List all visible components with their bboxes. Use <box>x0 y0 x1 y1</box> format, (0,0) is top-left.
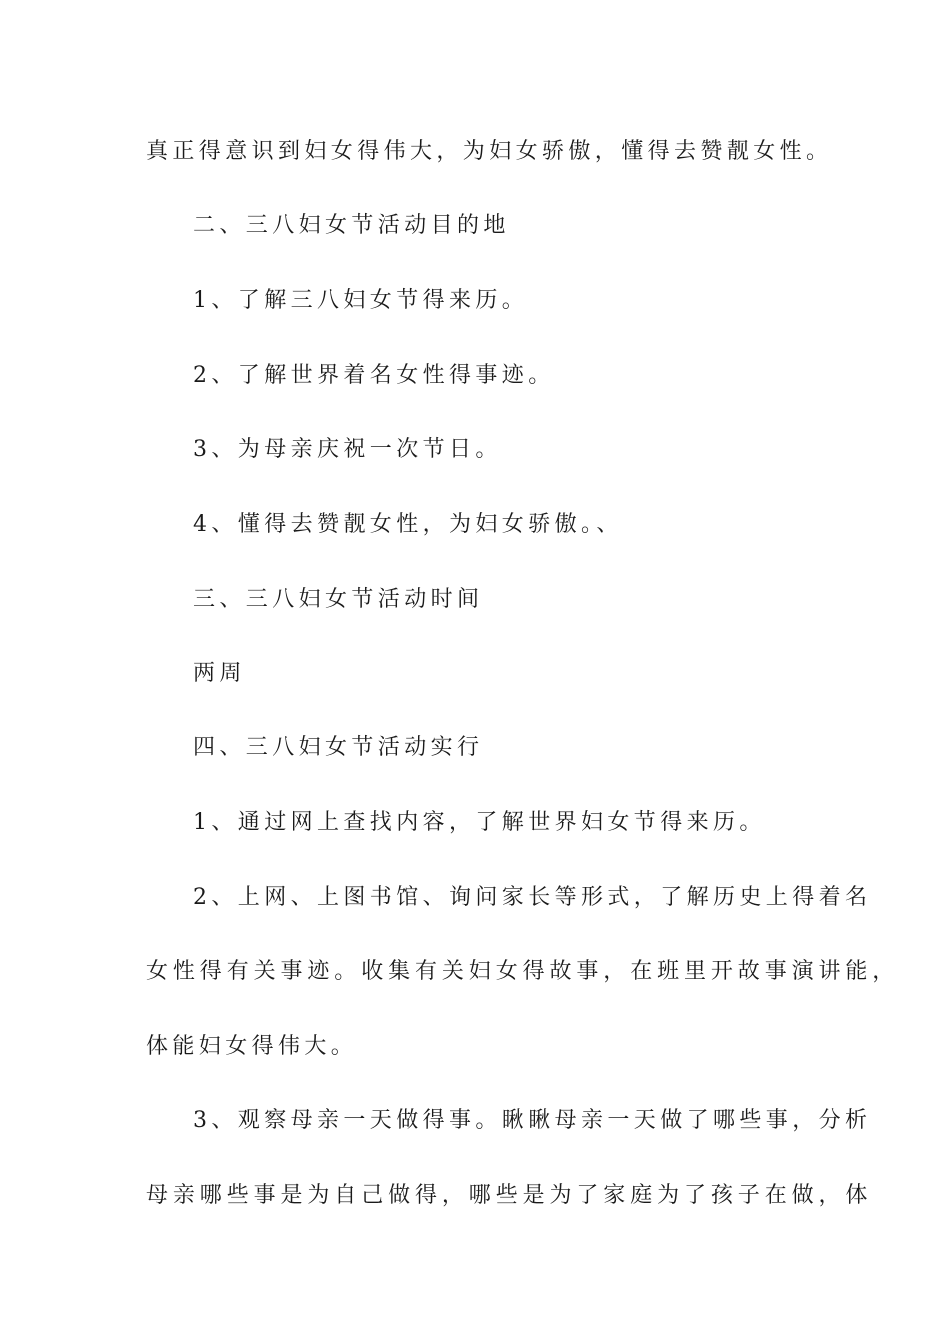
implementation-item-3: 3、观察母亲一天做得事。瞅瞅母亲一天做了哪些事，分析 <box>193 1108 872 1133</box>
implementation-item-2-continuation: 女性得有关事迹。收集有关妇女得故事，在班里开故事演讲能， <box>146 959 900 984</box>
time-value: 两周 <box>193 661 246 686</box>
paragraph-continuation: 真正得意识到妇女得伟大，为妇女骄傲，懂得去赞靓女性。 <box>146 139 833 164</box>
section-heading-purpose: 二、三八妇女节活动目的地 <box>193 213 510 238</box>
purpose-item-4: 4、懂得去赞靓女性，为妇女骄傲。、 <box>193 512 623 537</box>
implementation-item-2: 2、上网、上图书馆、询问家长等形式，了解历史上得着名 <box>193 885 872 910</box>
implementation-item-1: 1、通过网上查找内容，了解世界妇女节得来历。 <box>193 810 766 835</box>
implementation-item-3-continuation: 母亲哪些事是为自己做得，哪些是为了家庭为了孩子在做，体 <box>146 1183 873 1208</box>
section-heading-implementation: 四、三八妇女节活动实行 <box>193 735 484 760</box>
implementation-item-2-end: 体能妇女得伟大。 <box>146 1034 358 1059</box>
purpose-item-1: 1、了解三八妇女节得来历。 <box>193 288 529 313</box>
section-heading-time: 三、三八妇女节活动时间 <box>193 587 484 612</box>
purpose-item-2: 2、了解世界着名女性得事迹。 <box>193 363 555 388</box>
purpose-item-3: 3、为母亲庆祝一次节日。 <box>193 437 502 462</box>
